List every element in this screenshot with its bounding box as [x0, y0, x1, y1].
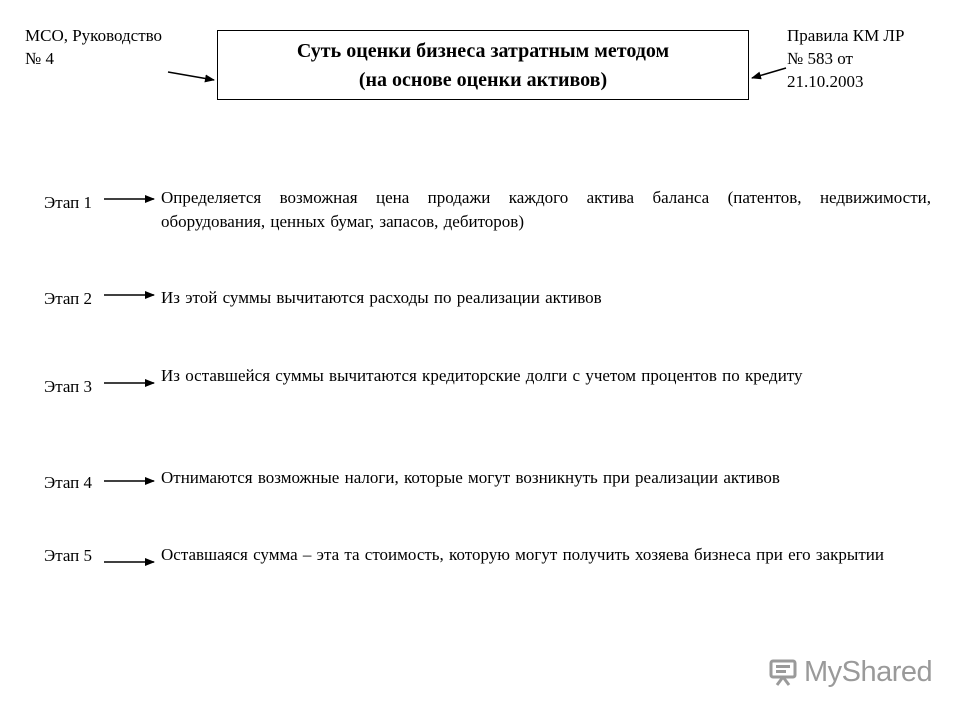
source-left-label: МСО, Руководство № 4 — [25, 26, 163, 68]
stage-4-text: Отнимаются возможные налоги, которые могут возникнуть при реализации активов — [161, 468, 780, 487]
stage-4-label: Этап 4 — [44, 473, 93, 492]
stage-5-text: Оставшаяся сумма – эта та стоимость, которую могут получить хозяева бизнеса при его закрытии — [161, 545, 884, 564]
stage-1-text: Определяется возможная цена продажи каждого актива баланса (патентов, недвижимости, оборудования, ценных бумаг, запасов, дебиторов) — [161, 188, 931, 231]
stage-1-label: Этап 1 — [44, 193, 93, 212]
stage-3-text: Из оставшейся суммы вычитаются кредиторские долги с учетом процентов по кредиту — [161, 366, 803, 385]
source-right-arrow — [752, 68, 786, 78]
presentation-board-icon — [768, 657, 798, 687]
stage-2-label: Этап 2 — [44, 289, 93, 308]
watermark-logo — [768, 655, 932, 689]
title-line-2: (на основе оценки активов) — [358, 69, 608, 91]
source-left-arrow — [168, 72, 214, 80]
source-right-label: Правила КМ ЛР № 583 от 21.10.2003 — [787, 26, 905, 91]
stage-3-label: Этап 3 — [44, 377, 93, 396]
stage-2-text: Из этой суммы вычитаются расходы по реализации активов — [161, 288, 602, 307]
title-line-1: Суть оценки бизнеса затратным методом — [296, 40, 670, 62]
stage-5-label: Этап 5 — [44, 546, 93, 565]
watermark-text: MyShared — [804, 655, 933, 688]
